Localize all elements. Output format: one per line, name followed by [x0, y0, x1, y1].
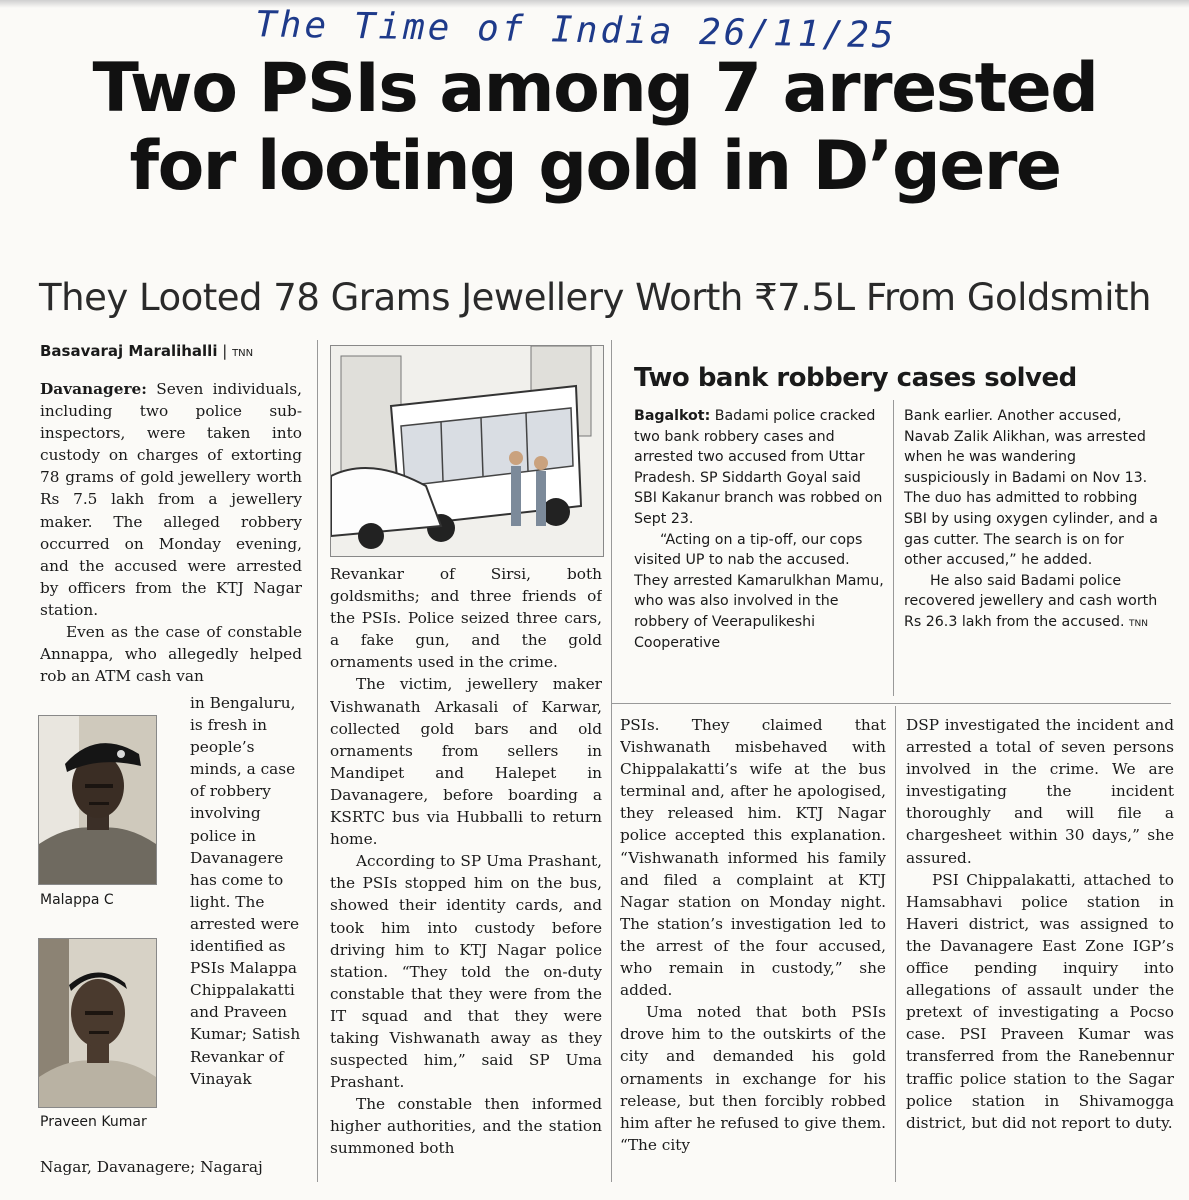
- headline-line-1: Two PSIs among 7 arrested: [92, 49, 1098, 128]
- article-col3-paragraph-1: PSIs. They claimed that Vishwanath misbehaved with Chippalakatti’s wife at the bus terminal and, after he apologised, they released him. KTJ Nagar police accepted this explanation. “Vishwanath informed his family and filed a complaint at KTJ Nagar station on Monday night. The station’s investigation led to the arrest of the four accused, who remain in custody,” she added.: [620, 716, 886, 1000]
- article-intro-paragraph: [40, 378, 302, 621]
- byline-agency: TNN: [232, 348, 254, 359]
- article-column-1-bottom: [40, 1156, 302, 1180]
- article-col2-paragraph-1: Revankar of Sirsi, both goldsmiths; and three friends of the PSIs. Police seized three cars, a fake gun, and the gold ornaments used in the crime.: [330, 565, 602, 672]
- photo-praveen-caption: Praveen Kumar: [40, 1114, 147, 1130]
- column-divider-1: [317, 340, 318, 1182]
- sidebar-column-1: [634, 406, 884, 696]
- illustration-bus-robbery: [330, 345, 604, 557]
- handwritten-source-note: The Time of India 26/11/25: [254, 4, 897, 57]
- article-col4-paragraph-1: DSP investigated the incident and arrested a total of seven persons involved in the crime. We are investigating the incident thoroughly and will file a chargesheet within 30 days,” she assured.: [906, 716, 1174, 867]
- sidebar-paragraph-4-text: He also said Badami police recovered jewellery and cash worth Rs 26.3 lakh from the accused.: [904, 572, 1158, 630]
- subheadline: They Looted 78 Grams Jewellery Worth ₹7.5L From Goldsmith: [39, 276, 1151, 319]
- sidebar-column-2: [904, 406, 1160, 696]
- headline: [30, 50, 1160, 206]
- article-column-1-top: [40, 378, 302, 688]
- photo-malappa-caption: Malappa C: [40, 892, 114, 908]
- article-dateline: Davanagere:: [40, 380, 147, 398]
- article-column-3: [620, 714, 886, 1184]
- article-col2-paragraph-3: According to SP Uma Prashant, the PSIs stopped him on the bus, showed their identity cards, and took him into custody before driving him to KTJ Nagar police station. “They told the on-duty constable that they were from the IT squad and that they were taking Vishwanath away as they suspected him,” said SP Uma Prashant.: [330, 852, 602, 1092]
- byline-separator: |: [217, 342, 233, 360]
- portrait-praveen-image: [39, 939, 156, 1107]
- sidebar-column-divider: [893, 400, 894, 696]
- byline: [40, 340, 320, 362]
- article-col2-paragraph-2: The victim, jewellery maker Vishwanath Arkasali of Karwar, collected gold bars and old ornaments from sellers in Mandipet and Halepet in Davanagere, before boarding a KSRTC bus via Hubballi to return home.: [330, 675, 602, 849]
- article-column-2: [330, 563, 602, 1183]
- article-column-4: [906, 714, 1174, 1184]
- article-col4-paragraph-2: PSI Chippalakatti, attached to Hamsabhavi police station in Haveri district, was assigned to the Davanagere East Zone IGP’s office pending inquiry into allegations of assault under the pretext of investigating a Pocso case. PSI Praveen Kumar was transferred from the Ranebennur traffic police station to the Sagar police station in Shivamogga district, but did not report to duty.: [906, 870, 1174, 1132]
- sidebar-tnn-credit: TNN: [1128, 618, 1148, 629]
- byline-name: Basavaraj Maralihalli: [40, 342, 218, 360]
- article-intro-text: Seven individuals, including two police sub-inspectors, were taken into custody on charges of extorting 78 grams of gold jewellery worth Rs 7.5 lakh from a jewellery maker. The alleged robbery occurred on Monday evening, and the accused were arrested by officers from the KTJ Nagar station.: [40, 380, 302, 619]
- column-divider-3: [895, 706, 896, 1182]
- column-divider-2: [611, 340, 612, 1182]
- headline-line-2: for looting gold in D’gere: [129, 127, 1061, 206]
- sidebar-bottom-rule: [611, 703, 1171, 704]
- sidebar-dateline: Bagalkot:: [634, 408, 711, 424]
- sidebar-paragraph-4: [904, 571, 1160, 635]
- bus-illustration-image: [331, 346, 603, 556]
- article-column-1-wrap: [190, 692, 302, 1134]
- sidebar-paragraph-2: “Acting on a tip-off, our cops visited UP to nab the accused. They arrested Kamarulkhan Mamu, who was also involved in the robbery of Veerapulikeshi Cooperative: [634, 531, 884, 651]
- sidebar-paragraph-1: [634, 406, 884, 530]
- article-paragraph-2-continued: in Bengaluru, is fresh in people’s minds, a case of robbery involving police in Davanagere has come to light. The arrested were identified as PSIs Malappa Chippalakatti and Praveen Kumar; Satish Revankar of Vinayak: [190, 694, 301, 1088]
- article-col3-paragraph-2: Uma noted that both PSIs drove him to the outskirts of the city and demanded his gold ornaments in exchange for his release, but then forcibly robbed him after he refused to give them. “The city: [620, 1003, 886, 1154]
- article-col2-paragraph-4: The constable then informed higher authorities, and the station summoned both: [330, 1095, 602, 1158]
- photo-malappa: [38, 715, 157, 885]
- sidebar-title: Two bank robbery cases solved: [634, 363, 1077, 393]
- sidebar-paragraph-3: Bank earlier. Another accused, Navab Zalik Alikhan, was arrested when he was wandering suspiciously in Badami on Nov 13. The duo has admitted to robbing SBI by using oxygen cylinder, and a gas cutter. The search is on for other accused,” he added.: [904, 408, 1159, 569]
- portrait-malappa-image: [39, 716, 156, 884]
- photo-praveen: [38, 938, 157, 1108]
- article-paragraph-2-start: Even as the case of constable Annappa, who allegedly helped rob an ATM cash van: [40, 623, 302, 686]
- article-paragraph-2-end: Nagar, Davanagere; Nagaraj: [40, 1158, 263, 1176]
- sidebar-intro-text: Badami police cracked two bank robbery cases and arrested two accused from Uttar Pradesh. SP Siddarth Goyal said SBI Kakanur branch was robbed on Sept 23.: [634, 408, 883, 527]
